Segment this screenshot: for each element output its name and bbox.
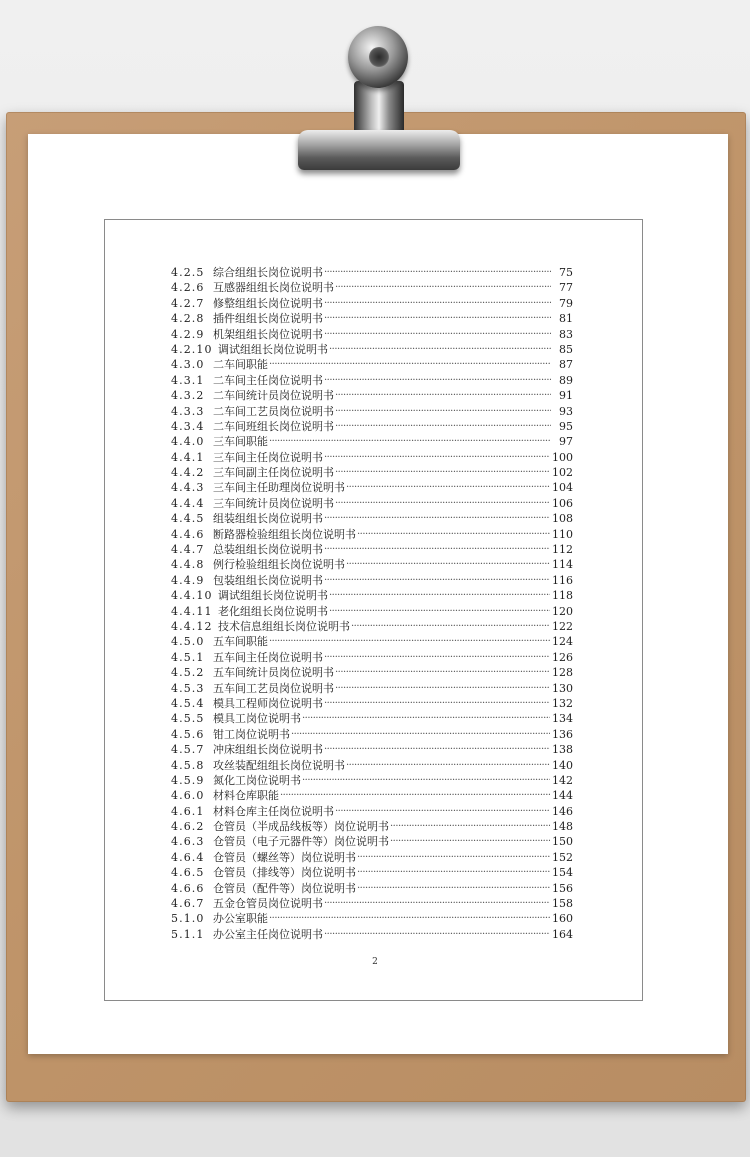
toc-entry-title: 总装组组长岗位说明书 (213, 543, 323, 557)
toc-entry-number: 4.5.3 (171, 681, 205, 695)
toc-leader-dots (324, 896, 550, 911)
toc-leader-dots (390, 834, 550, 849)
toc-entry (171, 758, 573, 773)
toc-entry-number: 4.3.0 (171, 358, 205, 372)
toc-entry (171, 404, 573, 419)
toc-leader-dots (324, 927, 550, 942)
toc-entry-number: 4.6.4 (171, 850, 205, 864)
toc-entry-page: 130 (552, 681, 573, 695)
toc-entry-title: 综合组组长岗位说明书 (213, 266, 323, 279)
toc-entry-page: 112 (552, 543, 573, 557)
toc-leader-dots (302, 711, 550, 726)
toc-entry-page: 97 (559, 435, 573, 449)
toc-entry-number: 5.1.0 (171, 912, 205, 926)
toc-entry (171, 373, 573, 388)
toc-entry-title: 三车间统计员岗位说明书 (213, 496, 334, 510)
toc-entry-number: 4.3.1 (171, 373, 205, 387)
toc-leader-dots (335, 681, 550, 696)
toc-leader-dots (329, 342, 551, 357)
toc-entry (171, 927, 573, 942)
toc-entry (171, 419, 573, 434)
toc-entry-page: 132 (552, 696, 573, 710)
toc-entry-number: 4.5.1 (171, 650, 205, 664)
toc-entry (171, 850, 573, 865)
toc-entry-number: 4.2.6 (171, 281, 205, 295)
toc-entry-title: 组装组组长岗位说明书 (213, 512, 323, 526)
toc-leader-dots (324, 450, 550, 465)
toc-entry-page: 152 (552, 850, 573, 864)
toc-entry (171, 604, 573, 619)
toc-entry-title: 修整组组长岗位说明书 (213, 296, 323, 310)
toc-entry-title: 二车间班组长岗位说明书 (213, 419, 334, 433)
toc-entry (171, 465, 573, 480)
toc-entry-title: 插件组组长岗位说明书 (213, 312, 323, 326)
toc-entry-title: 三车间职能 (213, 435, 268, 449)
toc-entry-number: 4.4.4 (171, 496, 205, 510)
toc-entry-page: 128 (552, 666, 573, 680)
toc-entry (171, 804, 573, 819)
toc-entry-number: 4.4.3 (171, 481, 205, 495)
toc-entry-title: 模具工程师岗位说明书 (213, 696, 323, 710)
toc-entry-page: 146 (552, 804, 573, 818)
toc-entry-number: 4.4.2 (171, 466, 205, 480)
toc-leader-dots (324, 373, 551, 388)
toc-entry-title: 例行检验组组长岗位说明书 (213, 558, 345, 572)
toc-entry-page: 164 (552, 927, 573, 941)
toc-entry-number: 4.4.5 (171, 512, 205, 526)
toc-leader-dots (346, 758, 550, 773)
toc-entry-title: 二车间职能 (213, 358, 268, 372)
toc-entry-page: 126 (552, 650, 573, 664)
toc-entry-title: 断路器检验组组长岗位说明书 (213, 527, 356, 541)
toc-entry (171, 742, 573, 757)
toc-entry-page: 104 (552, 481, 573, 495)
toc-entry-number: 4.4.1 (171, 450, 205, 464)
toc-entry-page: 158 (552, 897, 573, 911)
toc-entry-number: 4.4.9 (171, 573, 205, 587)
toc-entry-title: 材料仓库主任岗位说明书 (213, 804, 334, 818)
toc-entry-title: 氮化工岗位说明书 (213, 773, 301, 787)
toc-entry-title: 仓管员（螺丝等）岗位说明书 (213, 850, 356, 864)
toc-entry-page: 89 (559, 373, 573, 387)
toc-leader-dots (324, 542, 550, 557)
toc-entry-page: 136 (552, 727, 573, 741)
toc-entry (171, 388, 573, 403)
toc-leader-dots (324, 573, 550, 588)
toc-entry-page: 75 (559, 266, 573, 279)
toc-leader-dots (335, 465, 550, 480)
toc-entry-number: 4.2.8 (171, 312, 205, 326)
toc-entry-title: 老化组组长岗位说明书 (218, 604, 328, 618)
toc-entry-page: 150 (552, 835, 573, 849)
toc-entry-title: 材料仓库职能 (213, 789, 279, 803)
toc-entry-page: 100 (552, 450, 573, 464)
toc-entry (171, 480, 573, 495)
toc-entry (171, 557, 573, 572)
toc-entry (171, 896, 573, 911)
toc-leader-dots (335, 496, 550, 511)
toc-leader-dots (357, 850, 550, 865)
toc-entry-page: 87 (559, 358, 573, 372)
toc-entry-page: 160 (552, 912, 573, 926)
toc-entry (171, 773, 573, 788)
toc-entry (171, 280, 573, 295)
toc-entry (171, 834, 573, 849)
toc-entry-number: 4.6.3 (171, 835, 205, 849)
toc-entry-title: 仓管员（半成品线板等）岗位说明书 (213, 820, 389, 834)
toc-leader-dots (324, 265, 551, 280)
toc-entry (171, 511, 573, 526)
toc-entry-page: 134 (552, 712, 573, 726)
toc-entry (171, 434, 573, 449)
toc-entry-number: 4.5.7 (171, 743, 205, 757)
toc-entry-number: 4.2.10 (171, 342, 213, 356)
toc-leader-dots (324, 327, 551, 342)
toc-entry-page: 144 (552, 789, 573, 803)
toc-entry-number: 4.4.8 (171, 558, 205, 572)
toc-entry-number: 4.2.5 (171, 266, 205, 279)
toc-entry-number: 4.4.6 (171, 527, 205, 541)
toc-leader-dots (390, 819, 550, 834)
toc-entry-page: 79 (559, 296, 573, 310)
toc-entry (171, 711, 573, 726)
toc-leader-dots (329, 588, 550, 603)
toc-entry-number: 4.5.5 (171, 712, 205, 726)
toc-entry-number: 4.6.0 (171, 789, 205, 803)
toc-entry-title: 二车间主任岗位说明书 (213, 373, 323, 387)
toc-entry-number: 4.6.5 (171, 866, 205, 880)
toc-entry (171, 665, 573, 680)
toc-entry-page: 91 (559, 389, 573, 403)
toc-entry-number: 4.5.4 (171, 696, 205, 710)
toc-leader-dots (335, 419, 551, 434)
toc-entry (171, 542, 573, 557)
table-of-contents (171, 265, 573, 942)
toc-entry-number: 4.5.2 (171, 666, 205, 680)
toc-entry-page: 95 (559, 419, 573, 433)
toc-entry-title: 仓管员（电子元器件等）岗位说明书 (213, 835, 389, 849)
toc-entry (171, 788, 573, 803)
toc-leader-dots (335, 280, 551, 295)
toc-leader-dots (357, 527, 550, 542)
toc-entry-page: 122 (552, 619, 573, 633)
toc-entry-title: 五车间职能 (213, 635, 268, 649)
toc-entry-title: 技术信息组组长岗位说明书 (218, 619, 350, 633)
toc-leader-dots (302, 773, 550, 788)
toc-leader-dots (324, 311, 551, 326)
toc-leader-dots (335, 404, 551, 419)
toc-entry-title: 五车间工艺员岗位说明书 (213, 681, 334, 695)
toc-entry-number: 4.5.9 (171, 773, 205, 787)
toc-entry-title: 三车间副主任岗位说明书 (213, 466, 334, 480)
toc-entry-number: 4.4.7 (171, 543, 205, 557)
toc-entry-title: 模具工岗位说明书 (213, 712, 301, 726)
toc-entry-page: 81 (559, 312, 573, 326)
toc-entry-page: 102 (552, 466, 573, 480)
toc-entry-number: 4.5.6 (171, 727, 205, 741)
toc-entry-page: 120 (552, 604, 573, 618)
toc-entry-title: 冲床组组长岗位说明书 (213, 743, 323, 757)
toc-entry-number: 4.6.7 (171, 897, 205, 911)
binder-clip-icon (296, 26, 462, 172)
toc-entry-page: 148 (552, 820, 573, 834)
toc-leader-dots (269, 911, 550, 926)
toc-entry-title: 三车间主任助理岗位说明书 (213, 481, 345, 495)
toc-entry (171, 327, 573, 342)
toc-entry-page: 142 (552, 773, 573, 787)
toc-entry-page: 110 (552, 527, 573, 541)
toc-entry-title: 五金仓管员岗位说明书 (213, 897, 323, 911)
toc-entry-page: 138 (552, 743, 573, 757)
toc-leader-dots (269, 357, 551, 372)
toc-entry-number: 4.4.0 (171, 435, 205, 449)
toc-leader-dots (346, 557, 550, 572)
toc-entry (171, 650, 573, 665)
toc-leader-dots (335, 665, 550, 680)
toc-entry-page: 140 (552, 758, 573, 772)
toc-entry-title: 钳工岗位说明书 (213, 727, 290, 741)
toc-entry-page: 77 (559, 281, 573, 295)
toc-leader-dots (346, 480, 550, 495)
toc-entry (171, 819, 573, 834)
toc-entry-page: 108 (552, 512, 573, 526)
toc-entry-page: 93 (559, 404, 573, 418)
toc-entry-number: 4.6.1 (171, 804, 205, 818)
toc-entry-page: 85 (559, 342, 573, 356)
page-number: 2 (372, 957, 378, 967)
toc-entry-number: 4.3.4 (171, 419, 205, 433)
toc-leader-dots (324, 742, 550, 757)
toc-entry-title: 三车间主任岗位说明书 (213, 450, 323, 464)
toc-entry-number: 4.6.2 (171, 820, 205, 834)
toc-leader-dots (324, 696, 550, 711)
toc-leader-dots (329, 604, 550, 619)
toc-entry-number: 4.5.0 (171, 635, 205, 649)
toc-leader-dots (291, 727, 550, 742)
toc-entry-page: 118 (552, 589, 573, 603)
toc-entry-number: 4.6.6 (171, 881, 205, 895)
toc-entry-number: 4.4.10 (171, 589, 213, 603)
toc-entry-title: 二车间工艺员岗位说明书 (213, 404, 334, 418)
toc-entry-page: 83 (559, 327, 573, 341)
toc-entry (171, 450, 573, 465)
toc-entry-page: 114 (552, 558, 573, 572)
toc-entry-title: 五车间统计员岗位说明书 (213, 666, 334, 680)
toc-entry-number: 4.2.7 (171, 296, 205, 310)
toc-entry (171, 865, 573, 880)
toc-entry-page: 124 (552, 635, 573, 649)
toc-entry-title: 二车间统计员岗位说明书 (213, 389, 334, 403)
toc-entry-title: 调试组组长岗位说明书 (218, 342, 328, 356)
toc-entry-title: 调试组组长岗位说明书 (218, 589, 328, 603)
toc-entry-page: 106 (552, 496, 573, 510)
toc-entry-number: 4.4.12 (171, 619, 213, 633)
toc-entry-title: 机架组组长岗位说明书 (213, 327, 323, 341)
toc-entry (171, 619, 573, 634)
toc-entry-number: 4.5.8 (171, 758, 205, 772)
toc-entry-title: 仓管员（配件等）岗位说明书 (213, 881, 356, 895)
toc-leader-dots (324, 650, 550, 665)
toc-entry (171, 696, 573, 711)
toc-entry-page: 156 (552, 881, 573, 895)
toc-entry (171, 496, 573, 511)
toc-leader-dots (269, 634, 550, 649)
toc-entry (171, 911, 573, 926)
toc-entry (171, 296, 573, 311)
toc-entry-page: 154 (552, 866, 573, 880)
toc-leader-dots (335, 804, 550, 819)
toc-leader-dots (280, 788, 550, 803)
toc-entry (171, 265, 573, 280)
toc-leader-dots (335, 388, 551, 403)
toc-entry (171, 342, 573, 357)
toc-entry-number: 4.4.11 (171, 604, 213, 618)
toc-entry (171, 588, 573, 603)
toc-entry-number: 5.1.1 (171, 927, 205, 941)
toc-entry-title: 五车间主任岗位说明书 (213, 650, 323, 664)
toc-entry (171, 881, 573, 896)
toc-entry-number: 4.3.3 (171, 404, 205, 418)
toc-entry (171, 311, 573, 326)
toc-leader-dots (269, 434, 551, 449)
toc-entry (171, 573, 573, 588)
toc-entry (171, 681, 573, 696)
toc-entry-title: 仓管员（排线等）岗位说明书 (213, 866, 356, 880)
toc-entry-title: 包装组组长岗位说明书 (213, 573, 323, 587)
toc-entry-number: 4.2.9 (171, 327, 205, 341)
toc-entry-title: 互感器组组长岗位说明书 (213, 281, 334, 295)
toc-leader-dots (324, 296, 551, 311)
toc-leader-dots (351, 619, 550, 634)
toc-leader-dots (324, 511, 550, 526)
toc-entry (171, 727, 573, 742)
toc-leader-dots (357, 881, 550, 896)
toc-entry-title: 攻丝装配组组长岗位说明书 (213, 758, 345, 772)
toc-leader-dots (357, 865, 550, 880)
toc-entry-number: 4.3.2 (171, 389, 205, 403)
toc-entry (171, 357, 573, 372)
toc-entry-page: 116 (552, 573, 573, 587)
toc-entry-title: 办公室职能 (213, 912, 268, 926)
toc-entry-title: 办公室主任岗位说明书 (213, 927, 323, 941)
toc-entry (171, 634, 573, 649)
toc-entry (171, 527, 573, 542)
